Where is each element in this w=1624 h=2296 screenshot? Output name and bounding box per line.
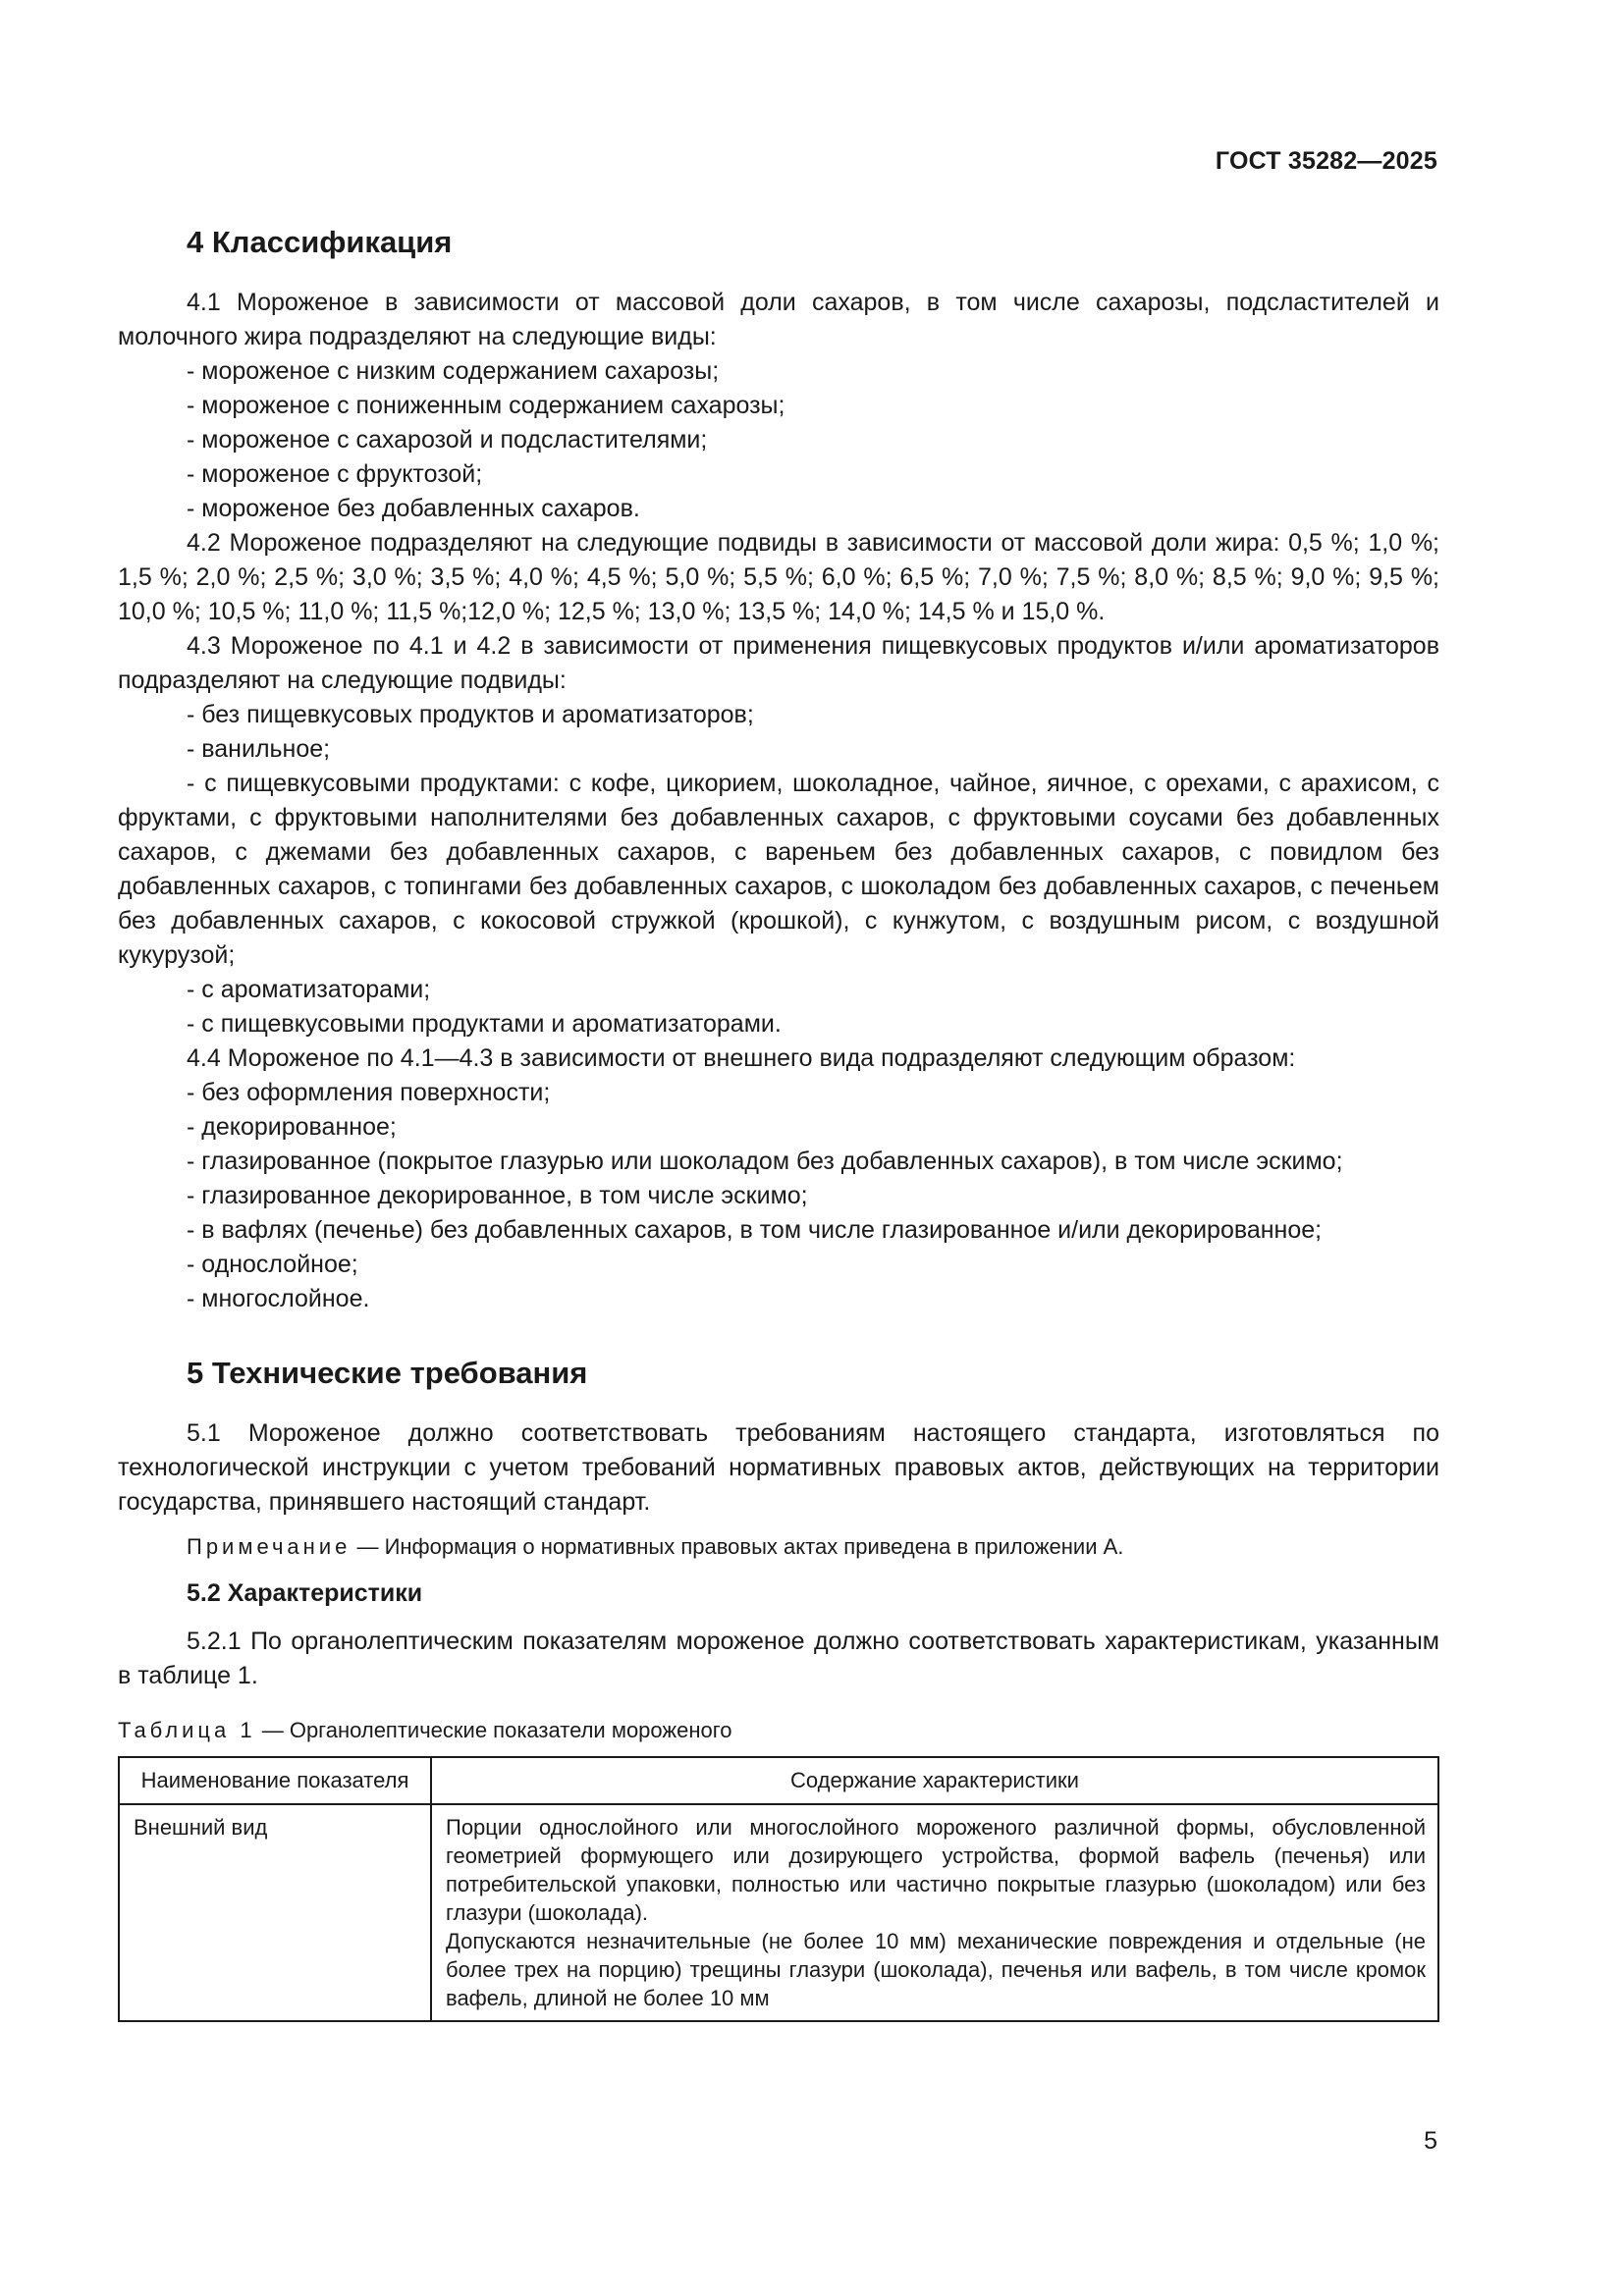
paragraph-5-1: 5.1 Мороженое должно соответствовать требованиям настоящего стандарта, изготовляться по технологической инструкции с учетом требований нормативных правовых актов, действующих на территории государства, принявшего настоящий стандарт. [118, 1419, 1439, 1516]
table-row [119, 1804, 1438, 2021]
organoleptic-table [118, 1756, 1439, 2022]
list-item: - мороженое с низким содержанием сахарозы; [187, 357, 720, 385]
paragraph-4-2: 4.2 Мороженое подразделяют на следующие подвиды в зависимости от массовой доли жира: 0,5 %; 1,0 %; 1,5 %; 2,0 %; 2,5 %; 3,0 %; 3,5 %; 4,0 %; 4,5 %; 5,0 %; 5,5 %; 6,0 %; 6,5 %; 7,0 %; 7,5 %; 8,0 %; 8,5 %; 9,0 %; 9,5 %; 10,0 %; 10,5 %; 11,0 %; 11,5 %;12,0 %; 12,5 %; 13,0 %; 13,5 %; 14,0 %; 14,5 % и 15,0 %. [118, 529, 1439, 625]
list-item: - глазированное декорированное, в том числе эскимо; [187, 1182, 808, 1209]
page-content [118, 221, 1439, 2022]
paragraph-4-1: 4.1 Мороженое в зависимости от массовой доли сахаров, в том числе сахарозы, подсластителей и молочного жира подразделяют на следующие виды: [118, 289, 1439, 350]
table-caption [118, 1715, 1439, 1746]
document-code: ГОСТ 35282—2025 [1215, 147, 1437, 175]
note-label: Примечание [187, 1534, 352, 1559]
list-item: - мороженое без добавленных сахаров. [187, 495, 640, 522]
list-item: - с ароматизаторами; [187, 976, 431, 1003]
note [118, 1531, 1439, 1563]
table-header-cell: Содержание характеристики [431, 1757, 1438, 1804]
table-cell-text: Порции однослойного или многослойного мороженого различной формы, обусловленной геометрией формующего или дозирующего устройства, формой вафель (печенья) или потребительской упаковки, полностью или частично покрытые глазурью (шоколадом) или без глазури (шоколада). [446, 1815, 1426, 1925]
list-item: - мороженое с фруктозой; [187, 460, 483, 488]
list-item: - глазированное (покрытое глазурью или шоколадом без добавленных сахаров), в том числе эскимо; [187, 1148, 1343, 1175]
list-item: - без оформления поверхности; [187, 1079, 551, 1106]
table-cell-text: Допускаются незначительные (не более 10 мм) механические повреждения и отдельные (не более трех на порцию) трещины глазури (шоколада), печенья или вафель, в том числе кромок вафель, длиной не более 10 мм [446, 1929, 1426, 2010]
list-item: - многослойное. [187, 1285, 370, 1312]
list-item: - ванильное; [187, 735, 331, 763]
list-item: - с пищевкусовыми продуктами и ароматизаторами. [187, 1010, 782, 1038]
list-item: - мороженое с пониженным содержанием сахарозы; [187, 392, 785, 419]
paragraph-4-3: 4.3 Мороженое по 4.1 и 4.2 в зависимости от применения пищевкусовых продуктов и/или ароматизаторов подразделяют на следующие подвиды: [118, 632, 1439, 694]
paragraph-4-4: 4.4 Мороженое по 4.1—4.3 в зависимости от внешнего вида подразделяют следующим образом: [187, 1044, 1296, 1072]
table-header-row [119, 1757, 1438, 1804]
list-item: - мороженое с сахарозой и подсластителями; [187, 426, 708, 454]
table-caption-label: Таблица 1 [118, 1718, 256, 1742]
table-cell-description [431, 1804, 1438, 2021]
table-header-cell: Наименование показателя [119, 1757, 431, 1804]
page-number: 5 [1424, 2127, 1437, 2155]
table-cell-indicator: Внешний вид [119, 1804, 431, 2021]
table-caption-text: — Органолептические показатели мороженого [255, 1718, 732, 1742]
paragraph-5-2-1: 5.2.1 По органолептическим показателям мороженое должно соответствовать характеристикам, указанным в таблице 1. [118, 1628, 1439, 1689]
subsection-5-2-heading: 5.2 Характеристики [187, 1579, 423, 1607]
section-4-heading: 4 Классификация [187, 225, 453, 259]
list-item: - без пищевкусовых продуктов и ароматизаторов; [187, 701, 754, 728]
note-text: — Информация о нормативных правовых актах приведена в приложении А. [351, 1534, 1124, 1559]
list-item: - декорированное; [187, 1113, 397, 1141]
section-5-heading: 5 Технические требования [187, 1356, 588, 1390]
list-item: - с пищевкусовыми продуктами: с кофе, цикорием, шоколадное, чайное, яичное, с орехами, с арахисом, с фруктами, с фруктовыми наполнителями без добавленных сахаров, с фруктовыми соусами без добавленных сахаров, с джемами без добавленных сахаров, с вареньем без добавленных сахаров, с повидлом без добавленных сахаров, с топингами без добавленных сахаров, с шоколадом без добавленных сахаров, с печеньем без добавленных сахаров, с кокосовой стружкой (крошкой), с кунжутом, с воздушным рисом, с воздушной кукурузой; [118, 770, 1439, 969]
list-item: - однослойное; [187, 1251, 358, 1278]
list-item: - в вафлях (печенье) без добавленных сахаров, в том числе глазированное и/или декорированное; [187, 1216, 1323, 1244]
